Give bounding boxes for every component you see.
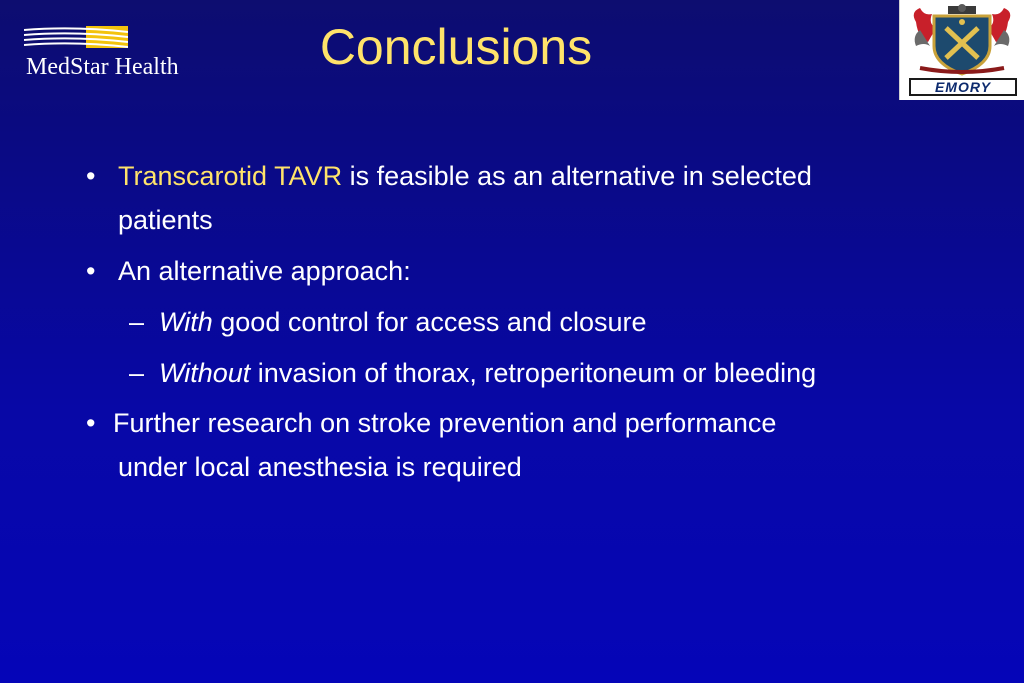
bullet-line: Further research on stroke prevention and performance <box>113 408 777 438</box>
emphasis-word: Without <box>159 358 251 388</box>
subitem-text: good control for access and closure <box>212 307 647 337</box>
subitem-line <box>159 357 816 389</box>
bullet-line: An alternative approach: <box>118 256 411 286</box>
emory-wordmark: EMORY <box>909 78 1017 96</box>
subitem-marker: – <box>129 307 145 337</box>
bullet-text: is feasible as an alternative in selected <box>342 161 812 191</box>
bullet-marker: • <box>86 161 96 191</box>
subitem-text: invasion of thorax, retroperitoneum or bleeding <box>250 358 817 388</box>
medstar-health-wordmark: MedStar Health <box>26 54 179 80</box>
subitem-line <box>159 306 647 338</box>
bullet-marker: • <box>86 256 96 286</box>
subitem-marker: – <box>129 358 145 388</box>
emphasis-word: With <box>159 307 213 337</box>
bullet-line <box>118 160 812 192</box>
slide-title: Conclusions <box>319 19 593 75</box>
highlighted-term: Transcarotid TAVR <box>118 161 343 191</box>
bullet-line-continued: under local anesthesia is required <box>118 452 522 482</box>
bullet-line-continued: patients <box>118 205 213 235</box>
bullet-marker: • <box>86 408 96 438</box>
